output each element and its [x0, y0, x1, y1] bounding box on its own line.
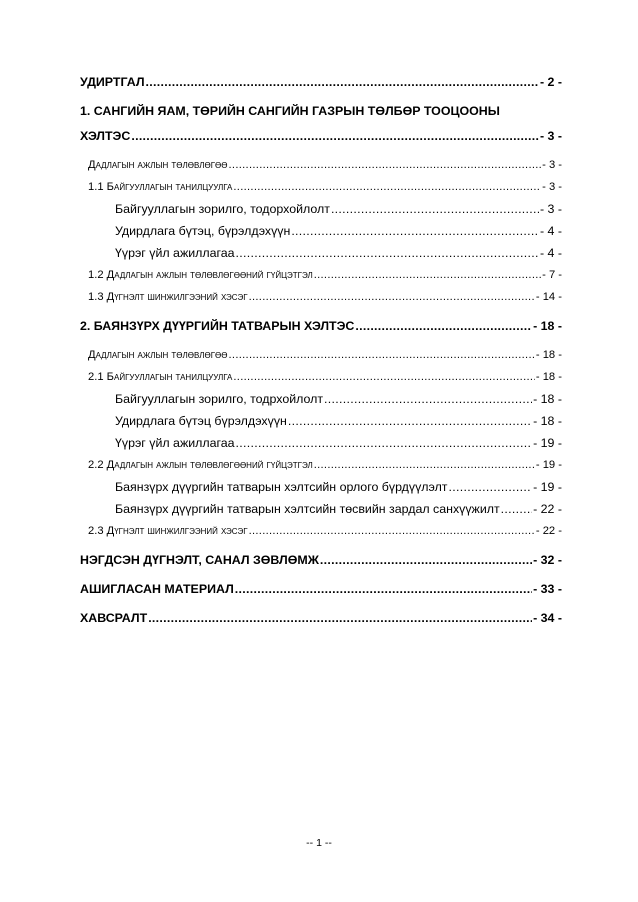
toc-entry-label: Удирдлага бүтэц бүрэлдэхүүн: [115, 414, 287, 428]
toc-entry-conclusion[interactable]: [80, 552, 562, 568]
toc-entry-page: - 18 -: [533, 392, 562, 406]
toc-entry-page: - 7 -: [542, 269, 562, 281]
toc-entry-introduction[interactable]: [80, 74, 562, 90]
toc-entry-page: - 3 -: [542, 181, 562, 193]
toc-entry-page: - 3 -: [539, 202, 562, 216]
toc-entry-practice-plan-2[interactable]: [88, 347, 562, 363]
toc-entry-label: Дадлагын ажлын төлөвлөгөө: [88, 159, 228, 171]
toc-entry-page: - 18 -: [533, 319, 562, 333]
toc-entry-page: - 22 -: [533, 502, 562, 516]
toc-entry-label: 2.2 Дадлагын ажлын төлөвлөгөөний гүйцэтгэл: [88, 459, 313, 471]
dot-leader: [314, 457, 535, 473]
toc-entry-label: ХАВСРАЛТ: [80, 611, 148, 625]
dot-leader: [131, 128, 539, 144]
toc-entry-management-1[interactable]: [115, 223, 562, 239]
toc-entry-label: 1. САНГИЙН ЯАМ, ТӨРИЙН САНГИЙН ГАЗРЫН ТӨЛБӨР ТООЦООНЫ: [80, 104, 500, 118]
toc-entry-page: - 4 -: [539, 246, 562, 260]
toc-entry-label: АШИГЛАСАН МАТЕРИАЛ: [80, 582, 234, 596]
page-number: -- 1 --: [306, 837, 332, 849]
toc-entry-page: - 33 -: [533, 582, 562, 596]
dot-leader: [324, 391, 532, 407]
toc-entry-management-2[interactable]: [115, 413, 562, 429]
dot-leader: [331, 201, 539, 217]
dot-leader: [236, 245, 539, 261]
toc-entry-1-3[interactable]: [88, 289, 562, 305]
dot-leader: [146, 74, 539, 90]
toc-entry-page: - 32 -: [533, 553, 562, 567]
toc-entry-label: Байгууллагын зорилго, тодрхойлолт: [115, 392, 324, 406]
toc-entry-chapter-2[interactable]: [80, 318, 562, 334]
toc-entry-practice-plan-1[interactable]: [88, 157, 562, 173]
toc-entry-page: - 18 -: [535, 349, 562, 361]
dot-leader: [320, 552, 532, 568]
toc-entry-label: 2. БАЯНЗҮРХ ДҮҮРГИЙН ТАТВАРЫН ХЭЛТЭС: [80, 319, 355, 333]
dot-leader: [236, 435, 533, 451]
toc-entry-chapter-1-line-1[interactable]: [80, 103, 562, 119]
toc-entry-references[interactable]: [80, 581, 562, 597]
dot-leader: [355, 318, 532, 334]
toc-entry-chapter-1[interactable]: [80, 128, 562, 144]
toc-entry-page: - 22 -: [535, 525, 562, 537]
toc-entry-activities-1[interactable]: [115, 245, 562, 261]
toc-entry-2-1[interactable]: [88, 369, 562, 385]
toc-entry-1-2[interactable]: [88, 267, 562, 283]
toc-entry-1-1[interactable]: [88, 179, 562, 195]
dot-leader: [235, 581, 532, 597]
toc-entry-label: Удирдлага бүтэц, бүрэлдэхүүн: [115, 224, 291, 238]
toc-entry-expenditure[interactable]: [115, 501, 562, 517]
toc-entry-label: Үүрэг үйл ажиллагаа: [115, 246, 235, 260]
toc-entry-label: Баянзүрх дүүргийн татварын хэлтсийн орлого бүрдүүлэлт: [115, 480, 448, 494]
dot-leader: [249, 289, 535, 305]
dot-leader: [448, 479, 532, 495]
toc-entry-label: Баянзүрх дүүргийн татварын хэлтсийн төсвийн зардал санхүүжилт: [115, 502, 500, 516]
toc-entry-label: 1.3 Дүгнэлт шинжилгээний хэсэг: [88, 291, 248, 303]
toc-entry-label: Дадлагын ажлын төлөвлөгөө: [88, 349, 228, 361]
toc-entry-page: - 14 -: [535, 291, 562, 303]
toc-entry-page: - 4 -: [539, 224, 562, 238]
toc-entry-page: - 34 -: [533, 611, 562, 625]
toc-entry-label: Байгууллагын зорилго, тодорхойлолт: [115, 202, 330, 216]
dot-leader: [291, 223, 539, 239]
toc-entry-revenue[interactable]: [115, 479, 562, 495]
dot-leader: [229, 347, 535, 363]
toc-entry-label: ХЭЛТЭС: [80, 129, 131, 143]
toc-entry-page: - 3 -: [542, 159, 562, 171]
toc-entry-label: 1.2 Дадлагын ажлын төлөвлөгөөний гүйцэтгэл: [88, 269, 313, 281]
toc-entry-page: - 18 -: [535, 371, 562, 383]
toc-entry-2-2[interactable]: [88, 457, 562, 473]
toc-entry-label: НЭГДСЭН ДҮГНЭЛТ, САНАЛ ЗӨВЛӨМЖ: [80, 553, 319, 567]
toc-entry-page: - 19 -: [535, 459, 562, 471]
toc-entry-activities-2[interactable]: [115, 435, 562, 451]
toc-entry-goal-1[interactable]: [115, 201, 562, 217]
toc-entry-label: Үүрэг үйл ажиллагаа: [115, 436, 235, 450]
dot-leader: [148, 610, 532, 626]
toc-entry-page: - 2 -: [539, 75, 562, 89]
dot-leader: [233, 369, 534, 385]
toc-entry-label: УДИРТГАЛ: [80, 75, 145, 89]
dot-leader: [233, 179, 541, 195]
dot-leader: [288, 413, 532, 429]
toc-entry-label: 2.1 Байгууллагын танилцуулга: [88, 371, 233, 383]
toc-entry-page: - 3 -: [539, 129, 562, 143]
dot-leader: [314, 267, 541, 283]
toc-entry-2-3[interactable]: [88, 523, 562, 539]
dot-leader: [501, 501, 532, 517]
dot-leader: [249, 523, 535, 539]
toc-entry-page: - 18 -: [533, 414, 562, 428]
dot-leader: [229, 157, 542, 173]
toc-entry-page: - 19 -: [533, 480, 562, 494]
toc-entry-page: - 19 -: [533, 436, 562, 450]
toc-entry-appendix[interactable]: [80, 610, 562, 626]
toc-entry-label: 1.1 Байгууллагын танилцуулга: [88, 181, 233, 193]
toc-entry-label: 2.3 Дүгнэлт шинжилгээний хэсэг: [88, 525, 248, 537]
toc-entry-goal-2[interactable]: [115, 391, 562, 407]
